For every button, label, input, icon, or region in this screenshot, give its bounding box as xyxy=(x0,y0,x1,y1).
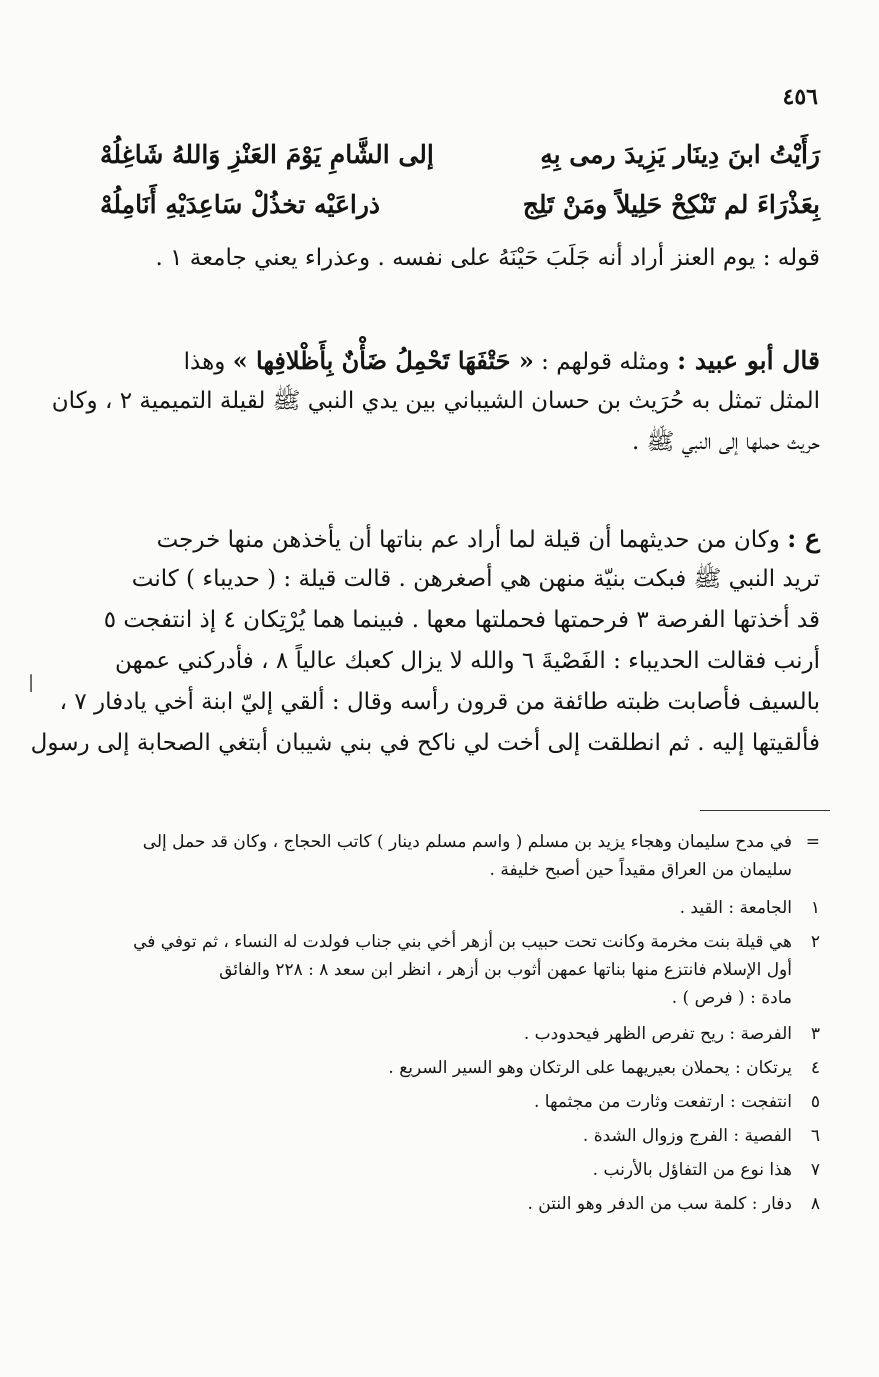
ayn-line-1 xyxy=(100,518,820,559)
footnote: ٣الفرصة : ريح تفرص الظهر فيحدودب . xyxy=(523,1024,820,1044)
footnote: سليمان من العراق مقيداً حين أصبح خليفة . xyxy=(489,860,792,880)
footnote: ٥انتفجت : ارتفعت وثارت من مجثمها . xyxy=(534,1092,820,1112)
abu-ubayd-line-1-tail: وهذا xyxy=(183,349,226,375)
verse-line-1 xyxy=(100,140,820,178)
ayn-line-2: تريد النبي ﷺ فبكت بنيّة منهن هي أصغرهن . قالت قيلة : ( حديباء ) كانت xyxy=(131,566,820,592)
abu-ubayd-first-line xyxy=(100,340,820,381)
ayn-line-3: قد أخذتها الفرصة ٣ فرحمتها فحملتها معها . فبينما هما يُرْتِكان ٤ إذ انتفجت ٥ xyxy=(103,607,820,633)
abu-ubayd-intro: ومثله قولهم : xyxy=(541,349,670,375)
margin-mark: | xyxy=(28,672,35,693)
verse-line-2 xyxy=(100,190,820,228)
verse-1-second-hemistich: إلى الشَّامِ يَوْمَ العَنْزِ وَاللهُ شَاغِلُهْ xyxy=(100,140,434,169)
footnote: ٨دفار : كلمة سب من الدفر وهو النتن . xyxy=(527,1194,820,1214)
proverb-text: « حَتْفَهَا تَحْمِلُ ضَأْنٌ بِأَظْلافِها » xyxy=(232,346,534,375)
footnote: ٧هذا نوع من التفاؤل بالأرنب . xyxy=(592,1160,820,1180)
abu-ubayd-paragraph xyxy=(51,340,820,463)
footnote: ٢هي قيلة بنت مخرمة وكانت تحت حبيب بن أزهر أخي بني جناب فولدت له النساء ، ثم توفي في xyxy=(133,932,820,952)
ayn-line-1-text: وكان من حديثهما أن قيلة لما أراد عم بناتها أن يأخذهن منها خرجت xyxy=(156,527,780,553)
verse-2-second-hemistich: ذراعَيْه تخذُلْ سَاعِدَيْهِ أَنَامِلُهْ xyxy=(100,190,381,219)
abu-ubayd-line-2: المثل تمثل به حُرَيث بن حسان الشيباني بين يدي النبي ﷺ لقيلة التميمية ٢ ، وكان xyxy=(51,388,820,414)
footnote: أول الإسلام فانتزع منها بناتها عمهن أثوب بن أزهر ، انظر ابن سعد ٨ : ٢٢٨ والفائق xyxy=(219,960,792,980)
ayn-line-6: فألقيتها إليه . ثم انطلقت إلى أخت لي ناكح في بني شيبان أبتغي الصحابة إلى رسول xyxy=(30,730,820,756)
abu-ubayd-label: قال أبو عبيد : xyxy=(676,346,820,375)
verse-2-first-hemistich: بِعَذْرَاءَ لم تَنْكِحْ حَلِيلاً ومَنْ تَلِج xyxy=(522,190,820,219)
footnote-divider xyxy=(700,810,830,811)
verse-1-first-hemistich: رَأَيْتُ ابنَ دِينَار يَزِيدَ رمى بِهِ xyxy=(540,140,820,169)
page-number: ٤٥٦ xyxy=(782,84,818,110)
ayn-line-5: بالسيف فأصابت ظبته طائفة من قرون رأسه وقال : ألقي إليّ ابنة أخي يادفار ٧ ، xyxy=(59,689,820,715)
footnotes xyxy=(100,828,820,1218)
footnote: ١الجامعة : القيد . xyxy=(679,898,820,918)
footnote: ٤يرتكان : يحملان بعيريهما على الرتكان وهو السير السريع . xyxy=(388,1058,820,1078)
footnote: مادة : ( فرص ) . xyxy=(671,988,792,1008)
ayn-label: ع : xyxy=(787,524,820,553)
ayn-line-4: أرنب فقالت الحديباء : الفَصْيةَ ٦ والله لا يزال كعبك عالياً ٨ ، فأدركني عمهن xyxy=(114,648,820,674)
footnote: =في مدح سليمان وهجاء يزيد بن مسلم ( واسم مسلم دينار ) كاتب الحجاج ، وكان قد حمل إلى xyxy=(142,832,820,852)
commentary-paragraph xyxy=(100,238,820,279)
ayn-paragraph xyxy=(30,518,820,764)
commentary-line: قوله : يوم العنز أراد أنه جَلَبَ حَيْنَهُ على نفسه . وعذراء يعني جامعة ١ . xyxy=(155,245,820,271)
abu-ubayd-line-3: حريث حملها إلى النبي ﷺ . xyxy=(632,429,820,455)
footnote: ٦الفصية : الفرج وزوال الشدة . xyxy=(582,1126,820,1146)
